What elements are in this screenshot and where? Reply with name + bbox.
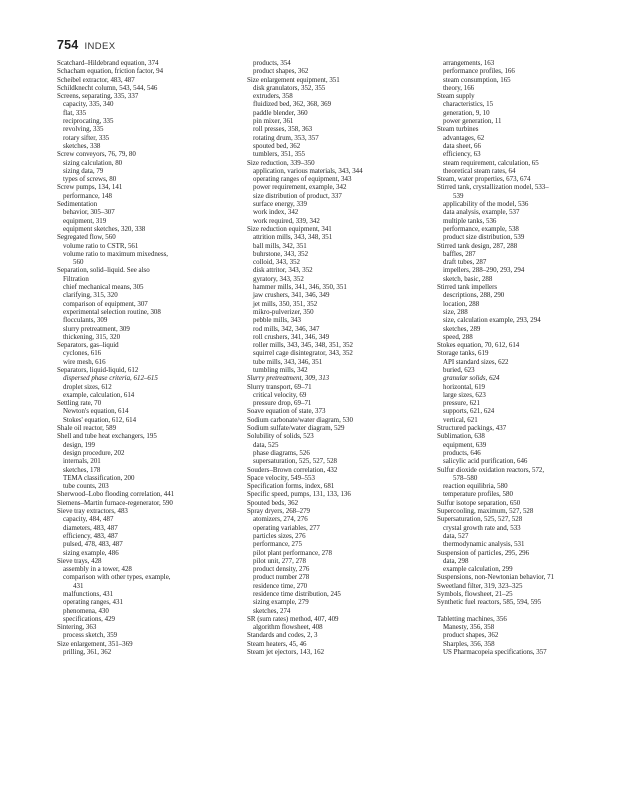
index-subentry: sizing calculation, 80: [63, 158, 123, 167]
index-subentry: 578–580: [453, 473, 478, 482]
index-subentry: sizing example, 279: [253, 598, 309, 607]
index-subentry: steam consumption, 165: [443, 75, 511, 84]
index-subentry: sizing data, 79: [63, 166, 104, 175]
index-subentry: capacity, 335, 340: [63, 100, 114, 109]
index-entry: Suspensions, non-Newtonian behavior, 71: [437, 573, 555, 582]
index-subentry: sketches, 274: [253, 606, 291, 615]
index-subentry: volume ratio to CSTR, 561: [63, 241, 139, 250]
index-subentry: generation, 9, 10: [443, 108, 490, 117]
index-subentry: pin mixer, 361: [253, 117, 294, 126]
index-subentry: speed, 288: [443, 332, 473, 341]
index-entry: Specification forms, index, 681: [247, 482, 335, 491]
index-subentry: design, 199: [63, 440, 95, 449]
index-subentry: data, 298: [443, 556, 469, 565]
index-entry: Structured packings, 437: [437, 424, 507, 433]
index-entry: Solubility of solids, 523: [247, 432, 314, 441]
index-entry: Soave equation of state, 373: [247, 407, 326, 416]
index-subentry: thermodynamic analysis, 531: [443, 540, 525, 549]
index-subentry: comparison with other types, example,: [63, 573, 171, 582]
index-subentry: work required, 339, 342: [253, 216, 320, 225]
index-subentry: draft tubes, 287: [443, 258, 487, 267]
index-subentry: size, calculation example, 293, 294: [443, 316, 541, 325]
index-entry: Steam turbines: [437, 125, 479, 134]
index-entry: Sweetland filter, 319, 323–325: [437, 581, 523, 590]
index-entry: Slurry pretreatment, 309, 313: [247, 374, 330, 383]
index-subentry: products, 646: [443, 448, 481, 457]
index-subentry: temperature profiles, 580: [443, 490, 513, 499]
index-subentry: reaction equilibria, 580: [443, 482, 508, 491]
index-subentry: Manesty, 356, 358: [443, 623, 495, 632]
index-subentry: supersaturation, 525, 527, 528: [253, 457, 338, 466]
index-column-1: [57, 59, 239, 656]
index-subentry: reciprocating, 335: [63, 117, 114, 126]
index-subentry: sketch, basic, 288: [443, 274, 493, 283]
index-entry: Sulfur isotope separation, 650: [437, 498, 521, 507]
index-entry: Specific speed, pumps, 131, 133, 136: [247, 490, 351, 499]
index-subentry: paddle blender, 360: [253, 108, 308, 117]
index-subentry: Sharples, 356, 358: [443, 639, 495, 648]
index-subentry: supports, 621, 624: [443, 407, 495, 416]
index-subentry: thickening, 315, 320: [63, 332, 121, 341]
index-subentry: sketches, 289: [443, 324, 481, 333]
index-subentry: performance, example, 538: [443, 224, 519, 233]
index-subentry: descriptions, 288, 290: [443, 291, 505, 300]
index-subentry: droplet sizes, 612: [63, 382, 112, 391]
index-entry: Stirred tank design, 287, 288: [437, 241, 518, 250]
index-entry: Space velocity, 549–553: [247, 473, 315, 482]
index-subentry: operating ranges, 431: [63, 598, 123, 607]
index-entry: Spray dryers, 268–279: [247, 507, 311, 516]
index-subentry: product size distribution, 539: [443, 233, 525, 242]
index-subentry: pressure drop, 69–71: [253, 399, 312, 408]
index-entry: Sedimentation: [57, 200, 98, 209]
index-entry: Sublimation, 638: [437, 432, 485, 441]
index-subentry: jet mills, 350, 351, 352: [253, 299, 318, 308]
index-subentry: sketches, 178: [63, 465, 101, 474]
index-subentry: spouted bed, 362: [253, 141, 301, 150]
index-subentry: US Pharmacopeia specifications, 357: [443, 648, 547, 657]
index-entry: Sodium carbonate/water diagram, 530: [247, 415, 353, 424]
index-subentry: atomizers, 274, 276: [253, 515, 308, 524]
index-subentry: horizontal, 619: [443, 382, 486, 391]
index-entry: Storage tanks, 619: [437, 349, 489, 358]
index-entry: Size reduction equipment, 341: [247, 224, 332, 233]
index-subentry: buhrstone, 343, 352: [253, 249, 309, 258]
index-entry: Stokes equation, 70, 612, 614: [437, 341, 520, 350]
index-subentry: pressure, 621: [443, 399, 480, 408]
index-column-2: [247, 59, 429, 656]
index-subentry: theoretical steam rates, 64: [443, 166, 516, 175]
index-subentry: mikro-pulverizer, 350: [253, 307, 314, 316]
index-subentry: disk attritor, 343, 352: [253, 266, 313, 275]
index-subentry: example, calculation, 614: [63, 390, 135, 399]
index-subentry: design procedure, 202: [63, 448, 125, 457]
index-subentry: work index, 342: [253, 208, 299, 217]
index-entry: Steam, water properties, 673, 674: [437, 175, 531, 184]
index-subentry: impellers, 288–290, 293, 294: [443, 266, 525, 275]
index-subentry: efficiency, 63: [443, 150, 481, 159]
index-subentry: jaw crushers, 341, 346, 349: [253, 291, 330, 300]
index-subentry: extruders, 358: [253, 92, 293, 101]
index-subentry: products, 354: [253, 59, 291, 67]
index-subentry: power generation, 11: [443, 117, 502, 126]
index-entry: Size reduction, 339–350: [247, 158, 315, 167]
index-subentry: malfunctions, 431: [63, 590, 114, 598]
index-subentry: power requirement, example, 342: [253, 183, 347, 192]
index-entry: Separators, gas–liquid: [57, 341, 119, 350]
index-entry: Tabletting machines, 356: [437, 614, 507, 623]
index-entry: Size enlargement, 351–369: [57, 639, 133, 648]
index-subentry: advantages, 62: [443, 133, 485, 142]
index-subentry: tumblers, 351, 355: [253, 150, 306, 159]
index-subentry: critical velocity, 69: [253, 390, 307, 399]
index-subentry: behavior, 305–307: [63, 208, 115, 217]
index-subentry: pilot unit, 277, 278: [253, 556, 306, 565]
index-entry: Stirred tank, crystallization model, 533–: [437, 183, 549, 192]
index-subentry: theory, 166: [443, 83, 475, 92]
index-entry: Steam supply: [437, 92, 475, 101]
index-subentry: types of screws, 80: [63, 175, 117, 184]
index-subentry: 539: [453, 191, 464, 200]
index-gap: [437, 607, 619, 615]
index-subentry: roll presses, 358, 363: [253, 125, 313, 134]
index-entry: Siemens–Martin furnace-regenerator, 590: [57, 498, 173, 507]
index-entry: Spouted beds, 362: [247, 498, 299, 507]
index-subentry: operating ranges of equipment, 343: [253, 175, 352, 184]
index-subentry: residence time, 270: [253, 581, 308, 590]
index-subentry: product density, 276: [253, 565, 310, 574]
index-subentry: fluidized bed, 362, 368, 369: [253, 100, 332, 109]
index-subentry: rotating drum, 353, 357: [253, 133, 319, 142]
index-subentry: tube counts, 203: [63, 482, 109, 491]
index-subentry: specifications, 429: [63, 614, 116, 623]
index-subentry: pebble mills, 343: [253, 316, 301, 325]
index-entry: Synthetic fuel reactors, 585, 594, 595: [437, 598, 542, 607]
index-subentry: experimental selection routine, 308: [63, 307, 161, 316]
index-subentry: equipment, 319: [63, 216, 107, 225]
index-subentry: performance profiles, 166: [443, 67, 515, 76]
index-subentry: crystal growth rate and, 533: [443, 523, 521, 532]
index-entry: Screw pumps, 134, 141: [57, 183, 123, 192]
index-subentry: rotary sifter, 335: [63, 133, 110, 142]
index-entry: Shale oil reactor, 589: [57, 424, 117, 433]
index-entry: Slurry transport, 69–71: [247, 382, 312, 391]
index-entry: SR (sum rates) method, 407, 409: [247, 614, 339, 623]
index-subentry: squirrel cage disintegrator, 343, 352: [253, 349, 353, 358]
index-entry: Size enlargement equipment, 351: [247, 75, 340, 84]
index-subentry: salicylic acid purification, 646: [443, 457, 528, 466]
index-entry: Stirred tank impellers: [437, 283, 498, 292]
index-subentry: data analysis, example, 537: [443, 208, 520, 217]
index-subentry: dispersed phase criteria, 612–615: [63, 374, 158, 383]
index-entry: Symbols, flowsheet, 21–25: [437, 590, 513, 598]
index-entry: Schacham equation, friction factor, 94: [57, 67, 164, 76]
index-subentry: product shapes, 362: [253, 67, 309, 76]
index-subentry: performance, 148: [63, 191, 112, 200]
index-subentry: large sizes, 623: [443, 390, 486, 399]
index-subentry: volume ratio to maximum mixedness,: [63, 249, 169, 258]
index-subentry: sizing example, 486: [63, 548, 119, 557]
index-subentry: flat, 335: [63, 108, 87, 117]
index-entry: Suspension of particles, 295, 296: [437, 548, 530, 557]
index-subentry: rod mills, 342, 346, 347: [253, 324, 320, 333]
index-subentry: capacity, 484, 487: [63, 515, 114, 524]
index-subentry: disk granulators, 352, 355: [253, 83, 326, 92]
index-subentry: example calculation, 299: [443, 565, 513, 574]
index-subentry: comparison of equipment, 307: [63, 299, 148, 308]
index-entry: Screw conveyors, 76, 79, 80: [57, 150, 136, 159]
index-subentry: granular solids, 624: [443, 374, 500, 383]
index-subentry: Newton's equation, 614: [63, 407, 129, 416]
page-title: INDEX: [84, 41, 116, 52]
index-subentry: API standard sizes, 622: [443, 357, 509, 366]
index-subentry: buried, 623: [443, 365, 475, 374]
index-subentry: efficiency, 483, 487: [63, 531, 118, 540]
index-subentry: applicability of the model, 536: [443, 200, 529, 209]
index-subentry: prilling, 361, 362: [63, 648, 112, 657]
index-entry: Shell and tube heat exchangers, 195: [57, 432, 157, 441]
index-subentry: ball mills, 342, 351: [253, 241, 307, 250]
index-subentry: gyratory, 343, 352: [253, 274, 304, 283]
index-subentry: process sketch, 359: [63, 631, 118, 640]
index-subentry: colloid, 343, 352: [253, 258, 301, 267]
index-subentry: 560: [73, 258, 84, 267]
index-subentry: multiple tanks, 536: [443, 216, 497, 225]
index-subentry: roll crushers, 341, 346, 349: [253, 332, 330, 341]
index-subentry: performance, 275: [253, 540, 302, 549]
index-entry: Sodium sulfate/water diagram, 529: [247, 424, 345, 433]
index-subentry: data sheet, 66: [443, 141, 481, 150]
index-subentry: tube mills, 343, 346, 351: [253, 357, 323, 366]
index-subentry: characteristics, 15: [443, 100, 494, 109]
index-subentry: algorithm flowsheet, 408: [253, 623, 323, 632]
index-subentry: data, 527: [443, 531, 469, 540]
index-subentry: wire mesh, 616: [63, 357, 106, 366]
index-subentry: residence time distribution, 245: [253, 590, 341, 598]
index-subentry: clarifying, 315, 320: [63, 291, 118, 300]
index-subentry: steam requirement, calculation, 65: [443, 158, 539, 167]
index-subentry: phase diagrams, 526: [253, 448, 310, 457]
index-subentry: size distribution of product, 337: [253, 191, 342, 200]
index-subentry: vertical, 621: [443, 415, 478, 424]
page-number: 754: [57, 38, 79, 52]
index-subentry: hammer mills, 341, 346, 350, 351: [253, 283, 347, 292]
index-subentry: assembly in a tower, 428: [63, 565, 132, 574]
index-entry: Sieve trays, 428: [57, 556, 102, 565]
index-entry: Souders–Brown correlation, 432: [247, 465, 338, 474]
index-subentry: equipment sketches, 320, 338: [63, 224, 146, 233]
index-subentry: 431: [73, 581, 84, 590]
index-entry: Sherwood–Lobo flooding correlation, 441: [57, 490, 175, 499]
index-subentry: Filtration: [63, 274, 89, 283]
index-subentry: location, 288: [443, 299, 480, 308]
index-entry: Steam jet ejectors, 143, 162: [247, 648, 325, 657]
index-subentry: diameters, 483, 487: [63, 523, 118, 532]
index-subentry: pulsed, 478, 483, 487: [63, 540, 123, 549]
index-subentry: particles sizes, 276: [253, 531, 306, 540]
index-subentry: pilot plant performance, 278: [253, 548, 332, 557]
index-subentry: revolving, 335: [63, 125, 104, 134]
index-entry: Settling rate, 70: [57, 399, 102, 408]
index-subentry: tumbling mills, 342: [253, 365, 308, 374]
page-header: [57, 38, 116, 52]
index-subentry: TEMA classification, 200: [63, 473, 135, 482]
index-subentry: cyclones, 616: [63, 349, 102, 358]
index-entry: Separators, liquid-liquid, 612: [57, 365, 139, 374]
index-entry: Steam heaters, 45, 46: [247, 639, 307, 648]
index-subentry: internals, 201: [63, 457, 101, 466]
index-entry: Schildknecht column, 543, 544, 546: [57, 83, 158, 92]
index-subentry: sketches, 338: [63, 141, 101, 150]
index-entry: Sintering, 363: [57, 623, 97, 632]
index-subentry: data, 525: [253, 440, 279, 449]
index-subentry: surface energy, 339: [253, 200, 307, 209]
index-subentry: application, various materials, 343, 344: [253, 166, 363, 175]
index-subentry: attrition mills, 343, 348, 351: [253, 233, 333, 242]
index-subentry: product number 278: [253, 573, 310, 582]
index-subentry: phenomena, 430: [63, 606, 109, 615]
index-subentry: size, 288: [443, 307, 468, 316]
index-entry: Standards and codes, 2, 3: [247, 631, 318, 640]
index-subentry: slurry pretreatment, 309: [63, 324, 130, 333]
index-entry: Sulfur dioxide oxidation reactors, 572,: [437, 465, 545, 474]
index-entry: Separation, solid–liquid. See also: [57, 266, 150, 275]
index-entry: Supercooling, maximum, 527, 528: [437, 507, 534, 516]
index-entry: Screens, separating, 335, 337: [57, 92, 139, 101]
index-entry: Sieve tray extractors, 483: [57, 507, 128, 516]
index-subentry: baffles, 287: [443, 249, 476, 258]
index-subentry: equipment, 639: [443, 440, 487, 449]
index-column-3: [437, 59, 619, 656]
index-subentry: Stokes' equation, 612, 614: [63, 415, 137, 424]
index-entry: Segregated flow, 560: [57, 233, 116, 242]
index-entry: Scheibel extractor, 483, 487: [57, 75, 135, 84]
index-subentry: product shapes, 362: [443, 631, 499, 640]
index-subentry: roller mills, 343, 345, 348, 351, 352: [253, 341, 354, 350]
index-subentry: flocculants, 309: [63, 316, 108, 325]
index-subentry: operating variables, 277: [253, 523, 320, 532]
index-entry: Scatchard–Hildebrand equation, 374: [57, 59, 159, 67]
index-entry: Supersaturation, 525, 527, 528: [437, 515, 523, 524]
index-subentry: chief mechanical means, 305: [63, 283, 144, 292]
index-subentry: arrangements, 163: [443, 59, 495, 67]
